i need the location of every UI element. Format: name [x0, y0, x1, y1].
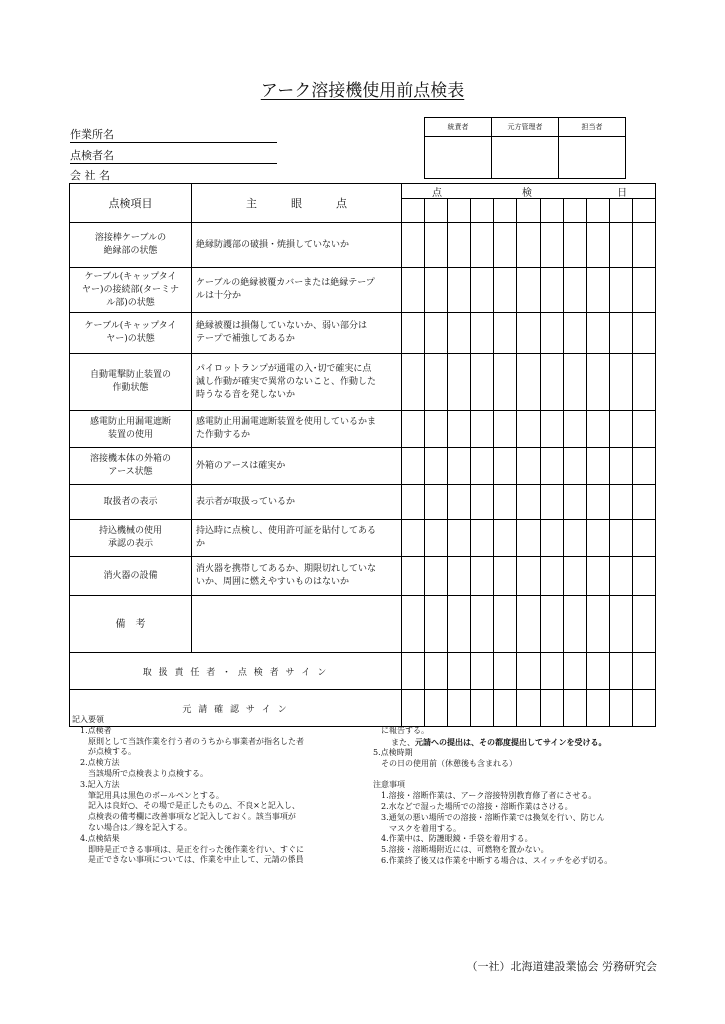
check-cell[interactable] — [402, 485, 425, 520]
check-cell[interactable] — [517, 268, 540, 313]
remarks-row — [70, 596, 656, 653]
check-cell[interactable] — [425, 354, 448, 411]
check-cell[interactable] — [448, 223, 471, 268]
header-date-mid: 検 — [522, 188, 532, 199]
check-cell[interactable] — [563, 354, 586, 411]
check-cell[interactable] — [402, 313, 425, 354]
check-cell[interactable] — [563, 313, 586, 354]
remarks-cell[interactable] — [425, 596, 448, 653]
date-cell[interactable] — [632, 199, 655, 223]
check-cell[interactable] — [563, 557, 586, 596]
instructions-left: 記入要領 1.点検者 原則として当該作業を行う者のうちから事業者が指名した者 が点検する。 2.点検方法 当該場所で点検表より点検する。 3.記入方法 筆記用具は黒色のボールペンとする。 記入は良好○、その場で是正したもの△、不良×と記入し、 点検表の備考欄に改善事項など記入しておく。該当事項が ない場合は／線を記入する。 4.点検結果 即時是正できる事項は、是正を行った後作業を行い、すぐに 是正できない事項については、作業を中止して、元請の係員 — [72, 715, 304, 865]
footer-organization: （一社）北海道建設業協会 労務研究会 — [466, 960, 657, 973]
remarks-cell[interactable] — [517, 596, 540, 653]
check-cell[interactable] — [448, 354, 471, 411]
sign-cell[interactable] — [425, 690, 448, 727]
inspection-table — [69, 183, 656, 727]
inspection-point: 持込時に点検し、使用許可証を貼付してある か — [192, 520, 402, 557]
sign-cell[interactable] — [448, 653, 471, 690]
check-cell[interactable] — [494, 448, 517, 485]
inspection-row — [70, 557, 656, 596]
date-cell[interactable] — [563, 199, 586, 223]
inspection-row — [70, 448, 656, 485]
check-cell[interactable] — [425, 411, 448, 448]
check-cell[interactable] — [448, 485, 471, 520]
check-cell[interactable] — [632, 313, 655, 354]
inspector-name-field[interactable] — [70, 145, 277, 164]
header-date-right: 日 — [617, 188, 628, 199]
check-cell[interactable] — [402, 520, 425, 557]
approval-stamp-cell[interactable] — [559, 137, 626, 179]
check-cell[interactable] — [471, 223, 494, 268]
page-title: アーク溶接機使用前点検表 — [260, 81, 465, 101]
inspection-row — [70, 485, 656, 520]
approval-stamp-cell[interactable] — [492, 137, 559, 179]
inspection-item: 自動電撃防止装置の 作動状態 — [70, 354, 192, 411]
date-cell[interactable] — [494, 199, 517, 223]
check-cell[interactable] — [471, 313, 494, 354]
sign-cell[interactable] — [540, 690, 563, 727]
check-cell[interactable] — [517, 485, 540, 520]
inspector-sign-label: 取 扱 責 任 者 ・ 点 検 者 サ イ ン — [70, 653, 402, 690]
check-cell[interactable] — [425, 268, 448, 313]
approval-stamp-table — [424, 117, 626, 179]
check-cell[interactable] — [632, 557, 655, 596]
check-cell[interactable] — [517, 448, 540, 485]
check-cell[interactable] — [448, 448, 471, 485]
check-cell[interactable] — [632, 485, 655, 520]
instructions-report: に報告する。 — [381, 726, 429, 735]
check-cell[interactable] — [425, 485, 448, 520]
date-cell[interactable] — [609, 199, 632, 223]
remarks-cell[interactable] — [494, 596, 517, 653]
check-cell[interactable] — [540, 354, 563, 411]
check-cell[interactable] — [632, 223, 655, 268]
header-date-left: 点 — [432, 188, 442, 199]
header-date — [402, 184, 656, 199]
check-cell[interactable] — [540, 411, 563, 448]
sign-cell[interactable] — [471, 653, 494, 690]
check-cell[interactable] — [471, 448, 494, 485]
check-cell[interactable] — [563, 448, 586, 485]
inspection-row — [70, 411, 656, 448]
check-cell[interactable] — [632, 354, 655, 411]
inspection-row — [70, 520, 656, 557]
check-cell[interactable] — [425, 223, 448, 268]
site-name-label: 作業所名 — [70, 128, 114, 141]
remarks-cell[interactable] — [540, 596, 563, 653]
check-cell[interactable] — [586, 520, 609, 557]
inspection-row — [70, 268, 656, 313]
inspection-item: 感電防止用漏電遮断 装置の使用 — [70, 411, 192, 448]
check-cell[interactable] — [402, 448, 425, 485]
approval-header: 元方管理者 — [492, 118, 559, 137]
remarks-cell[interactable] — [448, 596, 471, 653]
header-item: 点検項目 — [70, 184, 192, 223]
inspection-point: ケーブルの絶縁被覆カバーまたは絶縁テープ ルは十分か — [192, 268, 402, 313]
prime-sign-label: 元 請 確 認 サ イ ン — [70, 690, 402, 727]
remarks-label: 備 考 — [70, 596, 192, 653]
inspection-row — [70, 354, 656, 411]
sign-cell[interactable] — [494, 690, 517, 727]
date-cell[interactable] — [586, 199, 609, 223]
check-cell[interactable] — [448, 520, 471, 557]
check-cell[interactable] — [517, 411, 540, 448]
sign-cell[interactable] — [402, 653, 425, 690]
check-cell[interactable] — [402, 557, 425, 596]
check-cell[interactable] — [471, 411, 494, 448]
inspection-point: 絶縁防護部の破損・焼損していないか — [192, 223, 402, 268]
check-cell[interactable] — [609, 411, 632, 448]
sign-cell[interactable] — [517, 653, 540, 690]
date-cell[interactable] — [425, 199, 448, 223]
check-cell[interactable] — [471, 485, 494, 520]
date-cell[interactable] — [471, 199, 494, 223]
check-cell[interactable] — [494, 268, 517, 313]
inspection-row — [70, 223, 656, 268]
sign-cell[interactable] — [586, 653, 609, 690]
company-name-field[interactable] — [70, 165, 277, 184]
remarks-cell[interactable] — [402, 596, 425, 653]
check-cell[interactable] — [586, 313, 609, 354]
check-cell[interactable] — [517, 354, 540, 411]
check-cell[interactable] — [563, 485, 586, 520]
check-cell[interactable] — [540, 313, 563, 354]
check-cell[interactable] — [563, 223, 586, 268]
instructions-submit-prefix: また、 — [391, 738, 415, 747]
inspection-point: 絶縁被覆は損傷していないか、弱い部分は テープで補強してあるか — [192, 313, 402, 354]
check-cell[interactable] — [609, 485, 632, 520]
check-cell[interactable] — [563, 268, 586, 313]
check-cell[interactable] — [448, 557, 471, 596]
check-cell[interactable] — [517, 223, 540, 268]
check-cell[interactable] — [586, 485, 609, 520]
check-cell[interactable] — [632, 520, 655, 557]
inspection-point: 表示者が取扱っているか — [192, 485, 402, 520]
sign-cell[interactable] — [425, 653, 448, 690]
inspection-point: 消火器を携帯してあるか、期限切れしていな いか、周囲に燃えやすいものはないか — [192, 557, 402, 596]
inspection-item: ケーブル(キャップタイ ヤー)の接続部(ターミナ ル部)の状態 — [70, 268, 192, 313]
check-cell[interactable] — [540, 448, 563, 485]
sign-cell[interactable] — [471, 690, 494, 727]
sign-cell[interactable] — [402, 690, 425, 727]
check-cell[interactable] — [517, 313, 540, 354]
remarks-cell[interactable] — [609, 596, 632, 653]
inspection-item: 持込機械の使用 承認の表示 — [70, 520, 192, 557]
site-name-field[interactable] — [70, 124, 277, 143]
header-point: 主眼点 — [192, 184, 402, 223]
check-cell[interactable] — [609, 448, 632, 485]
check-cell[interactable] — [609, 520, 632, 557]
check-cell[interactable] — [471, 268, 494, 313]
remarks-cell[interactable] — [586, 596, 609, 653]
check-cell[interactable] — [609, 313, 632, 354]
check-cell[interactable] — [494, 223, 517, 268]
check-cell[interactable] — [471, 557, 494, 596]
check-cell[interactable] — [586, 268, 609, 313]
check-cell[interactable] — [494, 313, 517, 354]
instructions-submit-bold: 元請への提出は、その都度提出してサインを受ける。 — [415, 737, 607, 747]
check-cell[interactable] — [402, 268, 425, 313]
check-cell[interactable] — [609, 268, 632, 313]
check-cell[interactable] — [586, 557, 609, 596]
sign-cell[interactable] — [632, 653, 655, 690]
check-cell[interactable] — [494, 411, 517, 448]
approval-header: 担当者 — [559, 118, 626, 137]
inspection-point: 感電防止用漏電遮断装置を使用しているかま た作動するか — [192, 411, 402, 448]
date-cell[interactable] — [540, 199, 563, 223]
approval-header: 統責者 — [425, 118, 492, 137]
remarks-cell[interactable] — [471, 596, 494, 653]
company-name-label: 会 社 名 — [70, 169, 110, 182]
check-cell[interactable] — [540, 520, 563, 557]
inspector-sign-row — [70, 653, 656, 690]
date-cell[interactable] — [402, 199, 425, 223]
sign-cell[interactable] — [632, 690, 655, 727]
check-cell[interactable] — [586, 354, 609, 411]
sign-cell[interactable] — [448, 690, 471, 727]
check-cell[interactable] — [471, 354, 494, 411]
check-cell[interactable] — [494, 485, 517, 520]
inspection-point: パイロットランプが通電の入･切で確実に点 滅し作動が確実で異常のないこと、作動した 時うなる音を発しないか — [192, 354, 402, 411]
check-cell[interactable] — [494, 557, 517, 596]
check-cell[interactable] — [448, 268, 471, 313]
inspector-name-label: 点検者名 — [70, 149, 114, 162]
check-cell[interactable] — [402, 354, 425, 411]
check-cell[interactable] — [517, 557, 540, 596]
sign-cell[interactable] — [609, 690, 632, 727]
check-cell[interactable] — [471, 520, 494, 557]
sign-cell[interactable] — [586, 690, 609, 727]
sign-cell[interactable] — [494, 653, 517, 690]
check-cell[interactable] — [540, 223, 563, 268]
check-cell[interactable] — [425, 520, 448, 557]
check-cell[interactable] — [586, 411, 609, 448]
check-cell[interactable] — [563, 411, 586, 448]
check-cell[interactable] — [494, 520, 517, 557]
sign-cell[interactable] — [517, 690, 540, 727]
check-cell[interactable] — [540, 485, 563, 520]
check-cell[interactable] — [425, 448, 448, 485]
check-cell[interactable] — [540, 557, 563, 596]
inspection-item: 消火器の設備 — [70, 557, 192, 596]
check-cell[interactable] — [586, 448, 609, 485]
inspection-point: 外箱のアースは確実か — [192, 448, 402, 485]
check-cell[interactable] — [540, 268, 563, 313]
sign-cell[interactable] — [540, 653, 563, 690]
check-cell[interactable] — [586, 223, 609, 268]
check-cell[interactable] — [632, 448, 655, 485]
sign-cell[interactable] — [609, 653, 632, 690]
check-cell[interactable] — [402, 411, 425, 448]
check-cell[interactable] — [563, 520, 586, 557]
check-cell[interactable] — [425, 557, 448, 596]
check-cell[interactable] — [448, 411, 471, 448]
check-cell[interactable] — [609, 223, 632, 268]
check-cell[interactable] — [609, 354, 632, 411]
date-cell[interactable] — [517, 199, 540, 223]
check-cell[interactable] — [609, 557, 632, 596]
date-cell[interactable] — [448, 199, 471, 223]
check-cell[interactable] — [425, 313, 448, 354]
check-cell[interactable] — [632, 268, 655, 313]
remarks-cell[interactable] — [632, 596, 655, 653]
check-cell[interactable] — [448, 313, 471, 354]
check-cell[interactable] — [632, 411, 655, 448]
inspection-item: 溶接機本体の外箱の アース状態 — [70, 448, 192, 485]
check-cell[interactable] — [517, 520, 540, 557]
check-cell[interactable] — [494, 354, 517, 411]
instructions-right: 5.点検時期 その日の使用前（休憩後も含まれる） 注意事項 1.溶接・溶断作業は、アーク溶接特別教育修了者にさせる。 2.水などで湿った場所での溶接・溶断作業はさける。 3.通気の悪い場所での溶接・溶断作業では換気を行い、防じん マスクを着用する。 4.作業中は、防護眼鏡・手袋を着用する。 5.溶接・溶断場附近には、可燃物を置かない。 6.作業終了後又は作業を中断する場合は、スイッチを必ず切る。 — [373, 748, 613, 865]
remarks-cell[interactable] — [563, 596, 586, 653]
sign-cell[interactable] — [563, 690, 586, 727]
inspection-item: 取扱者の表示 — [70, 485, 192, 520]
check-cell[interactable] — [402, 223, 425, 268]
sign-cell[interactable] — [563, 653, 586, 690]
inspection-row — [70, 313, 656, 354]
remarks-field[interactable] — [192, 596, 402, 653]
inspection-item: 溶接棒ケーブルの 絶縁部の状態 — [70, 223, 192, 268]
approval-stamp-cell[interactable] — [425, 137, 492, 179]
inspection-item: ケーブル(キャップタイ ヤー)の状態 — [70, 313, 192, 354]
